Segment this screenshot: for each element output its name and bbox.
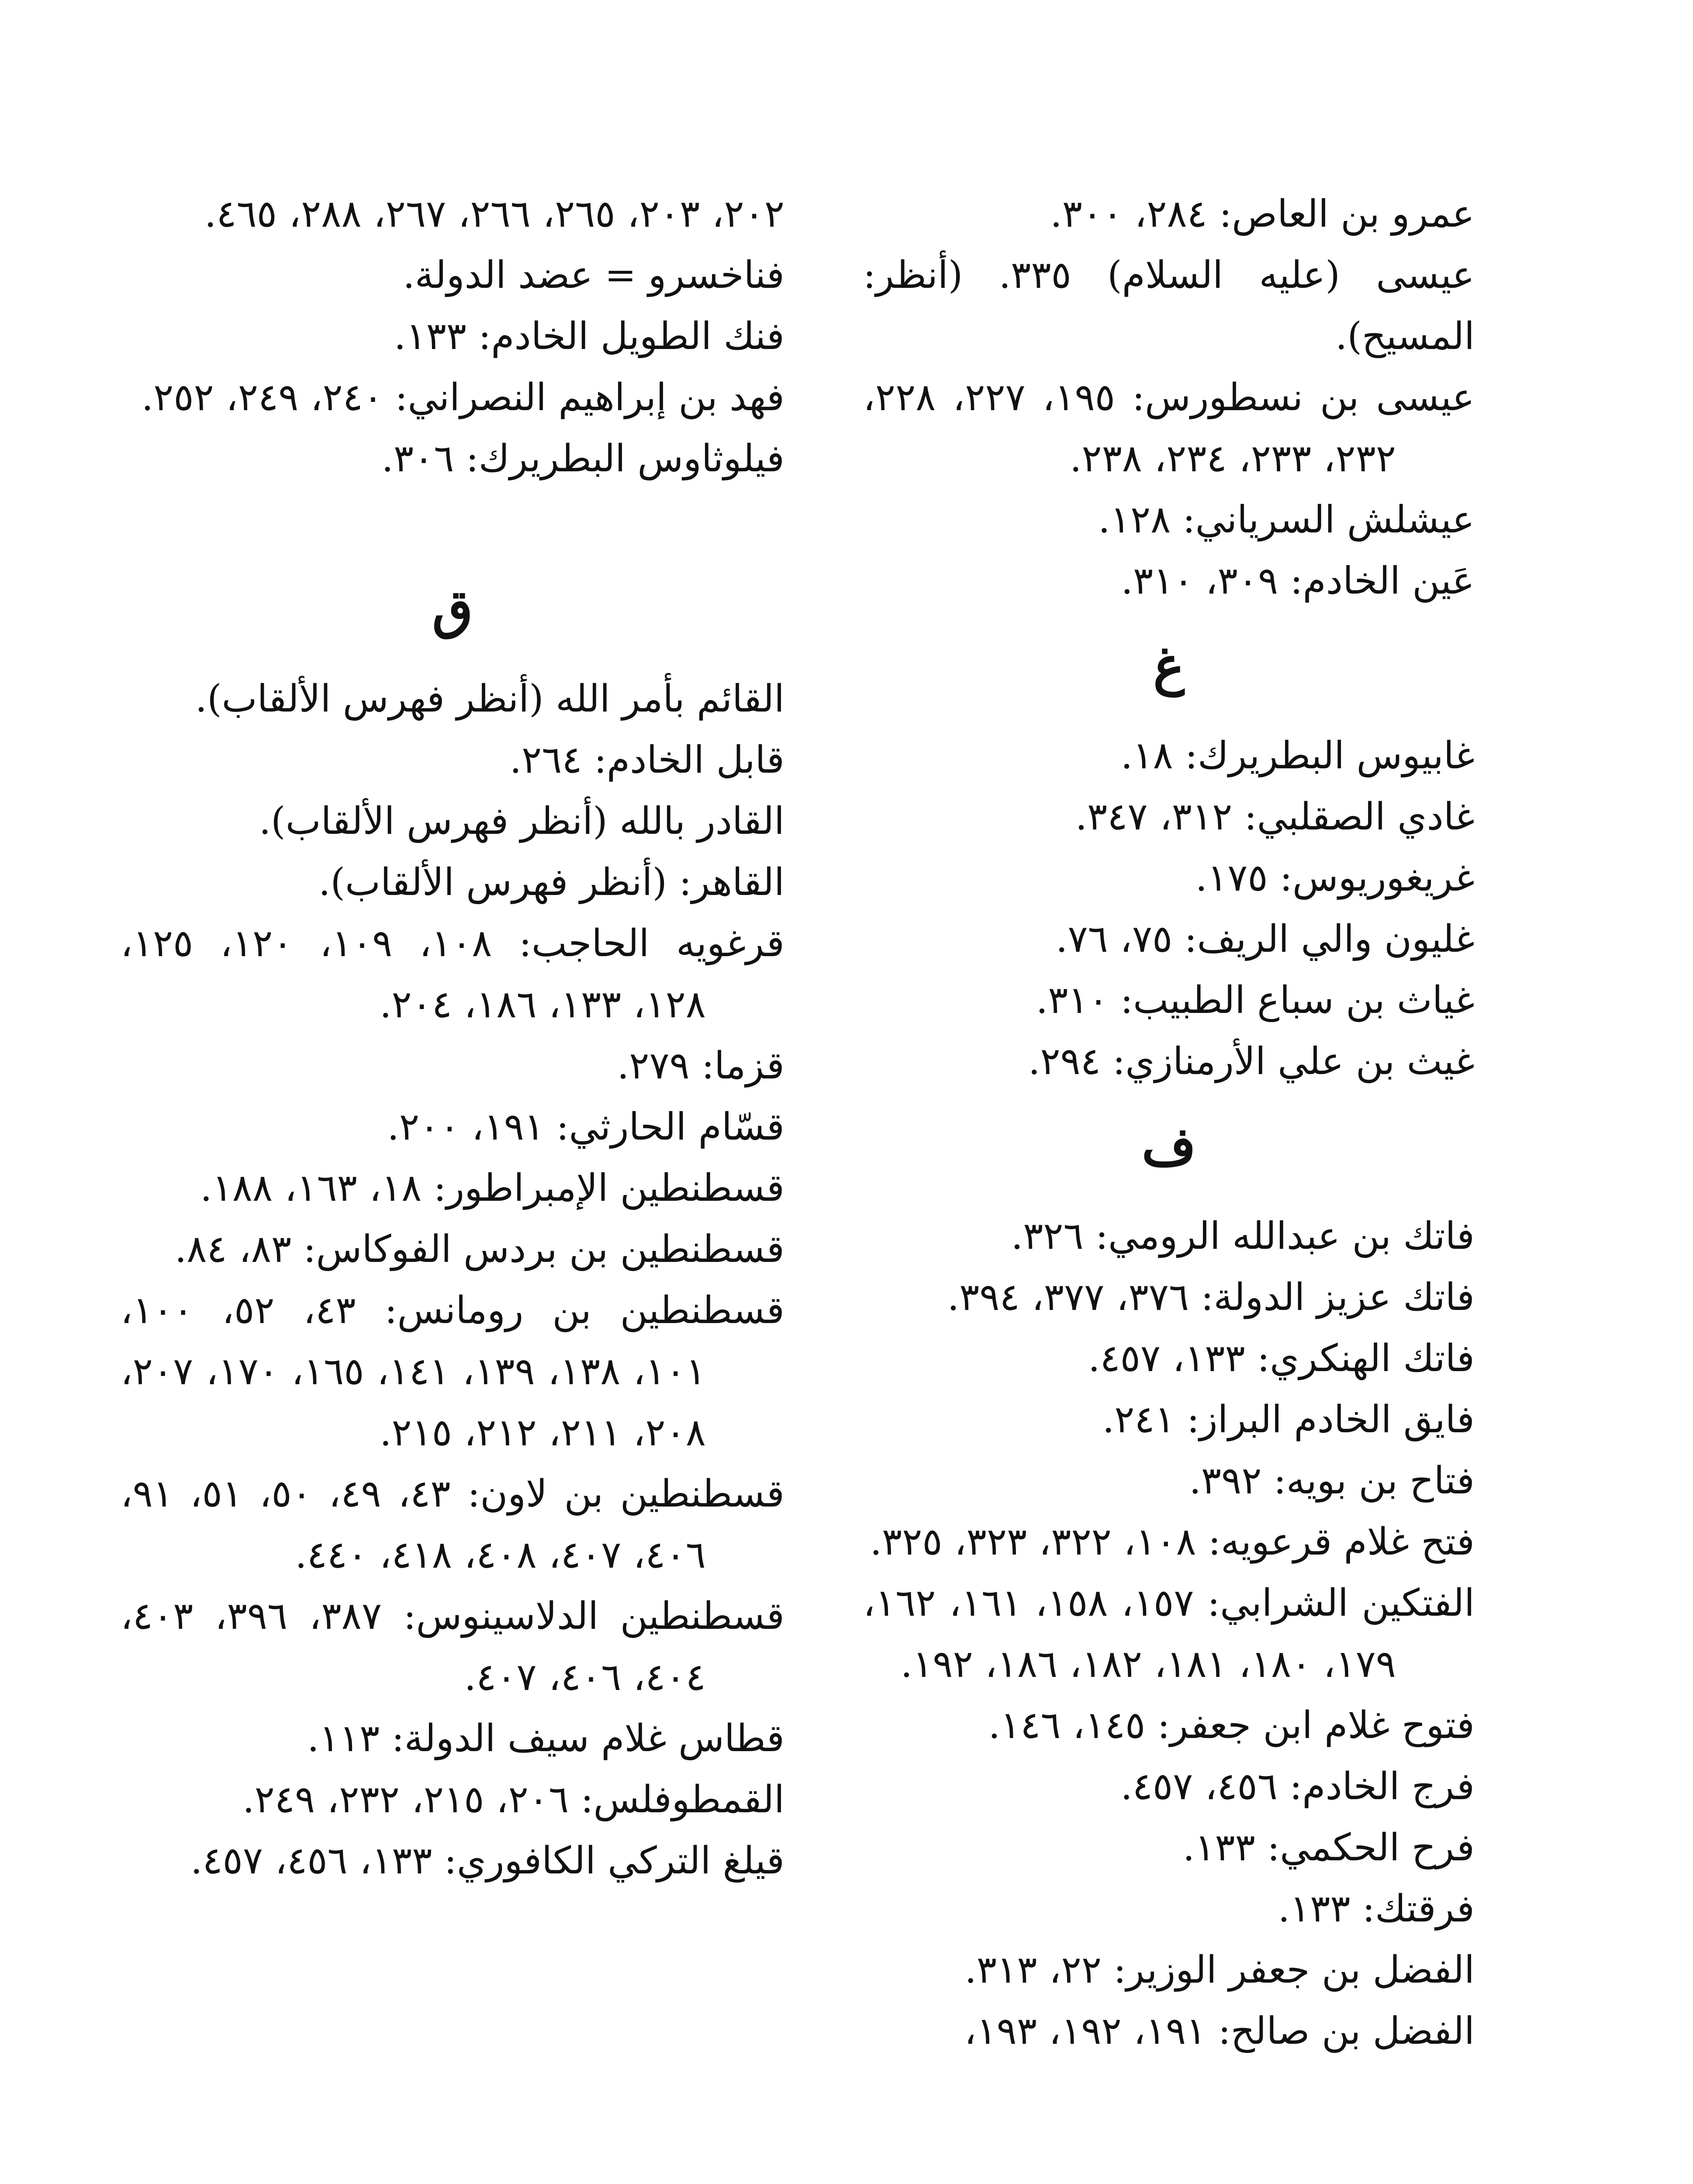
index-entry: قسطنطين بن رومانس: ٤٣، ٥٢، ١٠٠، ١٠١، ١٣٨، ١٣٩، ١٤١، ١٦٥، ١٧٠، ٢٠٧، ٢٠٨، ٢١١، ٢١٢، ٢١٥. [121,1289,785,1455]
index-entry: قطاس غلام سيف الدولة: ١١٣. [307,1717,784,1760]
spacer [121,489,784,555]
index-entry: غليون والي الريف: ٧٥، ٧٦. [1056,917,1475,961]
index-entry: فرح الحكمي: ١٣٣. [1182,1826,1475,1870]
index-entry: فتاح بن بويه: ٣٩٢. [1189,1459,1475,1503]
index-column-left [121,183,784,1891]
index-entry: غادي الصقلبي: ٣١٢، ٣٤٧. [1075,795,1475,839]
index-entry: فيلوثاوس البطريرك: ٣٠٦. [381,437,784,480]
index-entry: غياث بن سباع الطبيب: ٣١٠. [1036,978,1475,1022]
index-entry: قزما: ٢٧٩. [617,1044,784,1088]
index-entry: الفتكين الشرابي: ١٥٧، ١٥٨، ١٦١، ١٦٢، ١٧٩، ١٨٠، ١٨١، ١٨٢، ١٨٦، ١٩٢. [863,1581,1475,1686]
index-entry: فتوح غلام ابن جعفر: ١٤٥، ١٤٦. [988,1704,1475,1747]
index-entry: الفضل بن جعفر الوزير: ٢٢، ٣١٣. [964,1948,1475,1992]
index-entry: الفضل بن صالح: ١٩١، ١٩٢، ١٩٣، [964,2009,1475,2053]
index-entry: عيسى (عليه السلام) ٣٣٥. (أنظر: المسيح). [863,253,1475,358]
index-entry-continued: ٢٠٢، ٢٠٣، ٢٦٥، ٢٦٦، ٢٦٧، ٢٨٨، ٤٦٥. [204,192,784,236]
index-entry: القائم بأمر الله (أنظر فهرس الألقاب). [195,677,784,721]
index-entry: فاتك عزيز الدولة: ٣٧٦، ٣٧٧، ٣٩٤. [947,1275,1475,1319]
index-entry: القمطوفلس: ٢٠٦، ٢١٥، ٢٣٢، ٢٤٩. [242,1778,784,1821]
index-entry: فرج الخادم: ٤٥٦، ٤٥٧. [1120,1765,1475,1808]
index-column-right [863,183,1475,2062]
section-letter-qaf: ق [432,578,473,640]
index-entry: فنك الطويل الخادم: ١٣٣. [394,314,784,358]
index-entry: القاهر: (أنظر فهرس الألقاب). [318,860,784,904]
index-entry: غيث بن علي الأرمنازي: ٢٩٤. [1028,1040,1475,1083]
index-entry: عيسى بن نسطورس: ١٩٥، ٢٢٧، ٢٢٨، ٢٣٢، ٢٣٣، ٢٣٤، ٢٣٨. [863,376,1475,480]
index-entry: قسطنطين بن لاون: ٤٣، ٤٩، ٥٠، ٥١، ٩١، ٤٠٦، ٤٠٧، ٤٠٨، ٤١٨، ٤٤٠. [121,1472,785,1577]
index-entry: قسطنطين الدلاسينوس: ٣٨٧، ٣٩٦، ٤٠٣، ٤٠٤، ٤٠٦، ٤٠٧. [121,1594,785,1699]
index-entry: قسطنطين بن بردس الفوكاس: ٨٣، ٨٤. [174,1227,784,1271]
index-entry: عمرو بن العاص: ٢٨٤، ٣٠٠. [1050,192,1475,236]
index-entry: فرقتك: ١٣٣. [1278,1887,1475,1931]
index-entry: فاتك الهنكري: ١٣٣، ٤٥٧. [1088,1337,1475,1380]
index-entry: قسطنطين الإمبراطور: ١٨، ١٦٣، ١٨٨. [200,1166,784,1210]
index-entry: قرغويه الحاجب: ١٠٨، ١٠٩، ١٢٠، ١٢٥، ١٢٨، ١٣٣، ١٨٦، ٢٠٤. [121,922,784,1026]
index-entry: عَين الخادم: ٣٠٩، ٣١٠. [1121,559,1475,603]
index-entry: غابيوس البطريرك: ١٨. [1120,734,1475,778]
index-entry: فتح غلام قرعويه: ١٠٨، ٣٢٢، ٣٢٣، ٣٢٥. [870,1520,1475,1564]
index-entry: فهد بن إبراهيم النصراني: ٢٤٠، ٢٤٩، ٢٥٢. [141,376,784,419]
section-letter-fa: ف [1141,1116,1196,1177]
index-entry: قسّام الحارثي: ١٩١، ٢٠٠. [387,1105,784,1149]
index-entry: قيلغ التركي الكافوري: ١٣٣، ٤٥٦، ٤٥٧. [190,1839,784,1883]
index-entry: القادر بالله (أنظر فهرس الألقاب). [259,799,784,843]
index-entry: فايق الخادم البراز: ٢٤١. [1102,1398,1475,1441]
index-entry: عيشلش السرياني: ١٢٨. [1098,498,1475,542]
index-entry: فناخسرو = عضد الدولة. [403,253,784,297]
index-entry: قابل الخادم: ٢٦٤. [509,738,784,782]
index-entry: غريغوريوس: ١٧٥. [1195,856,1475,900]
section-letter-ghain: غ [1153,635,1185,697]
index-entry: فاتك بن عبدالله الرومي: ٣٢٦. [1011,1214,1475,1258]
